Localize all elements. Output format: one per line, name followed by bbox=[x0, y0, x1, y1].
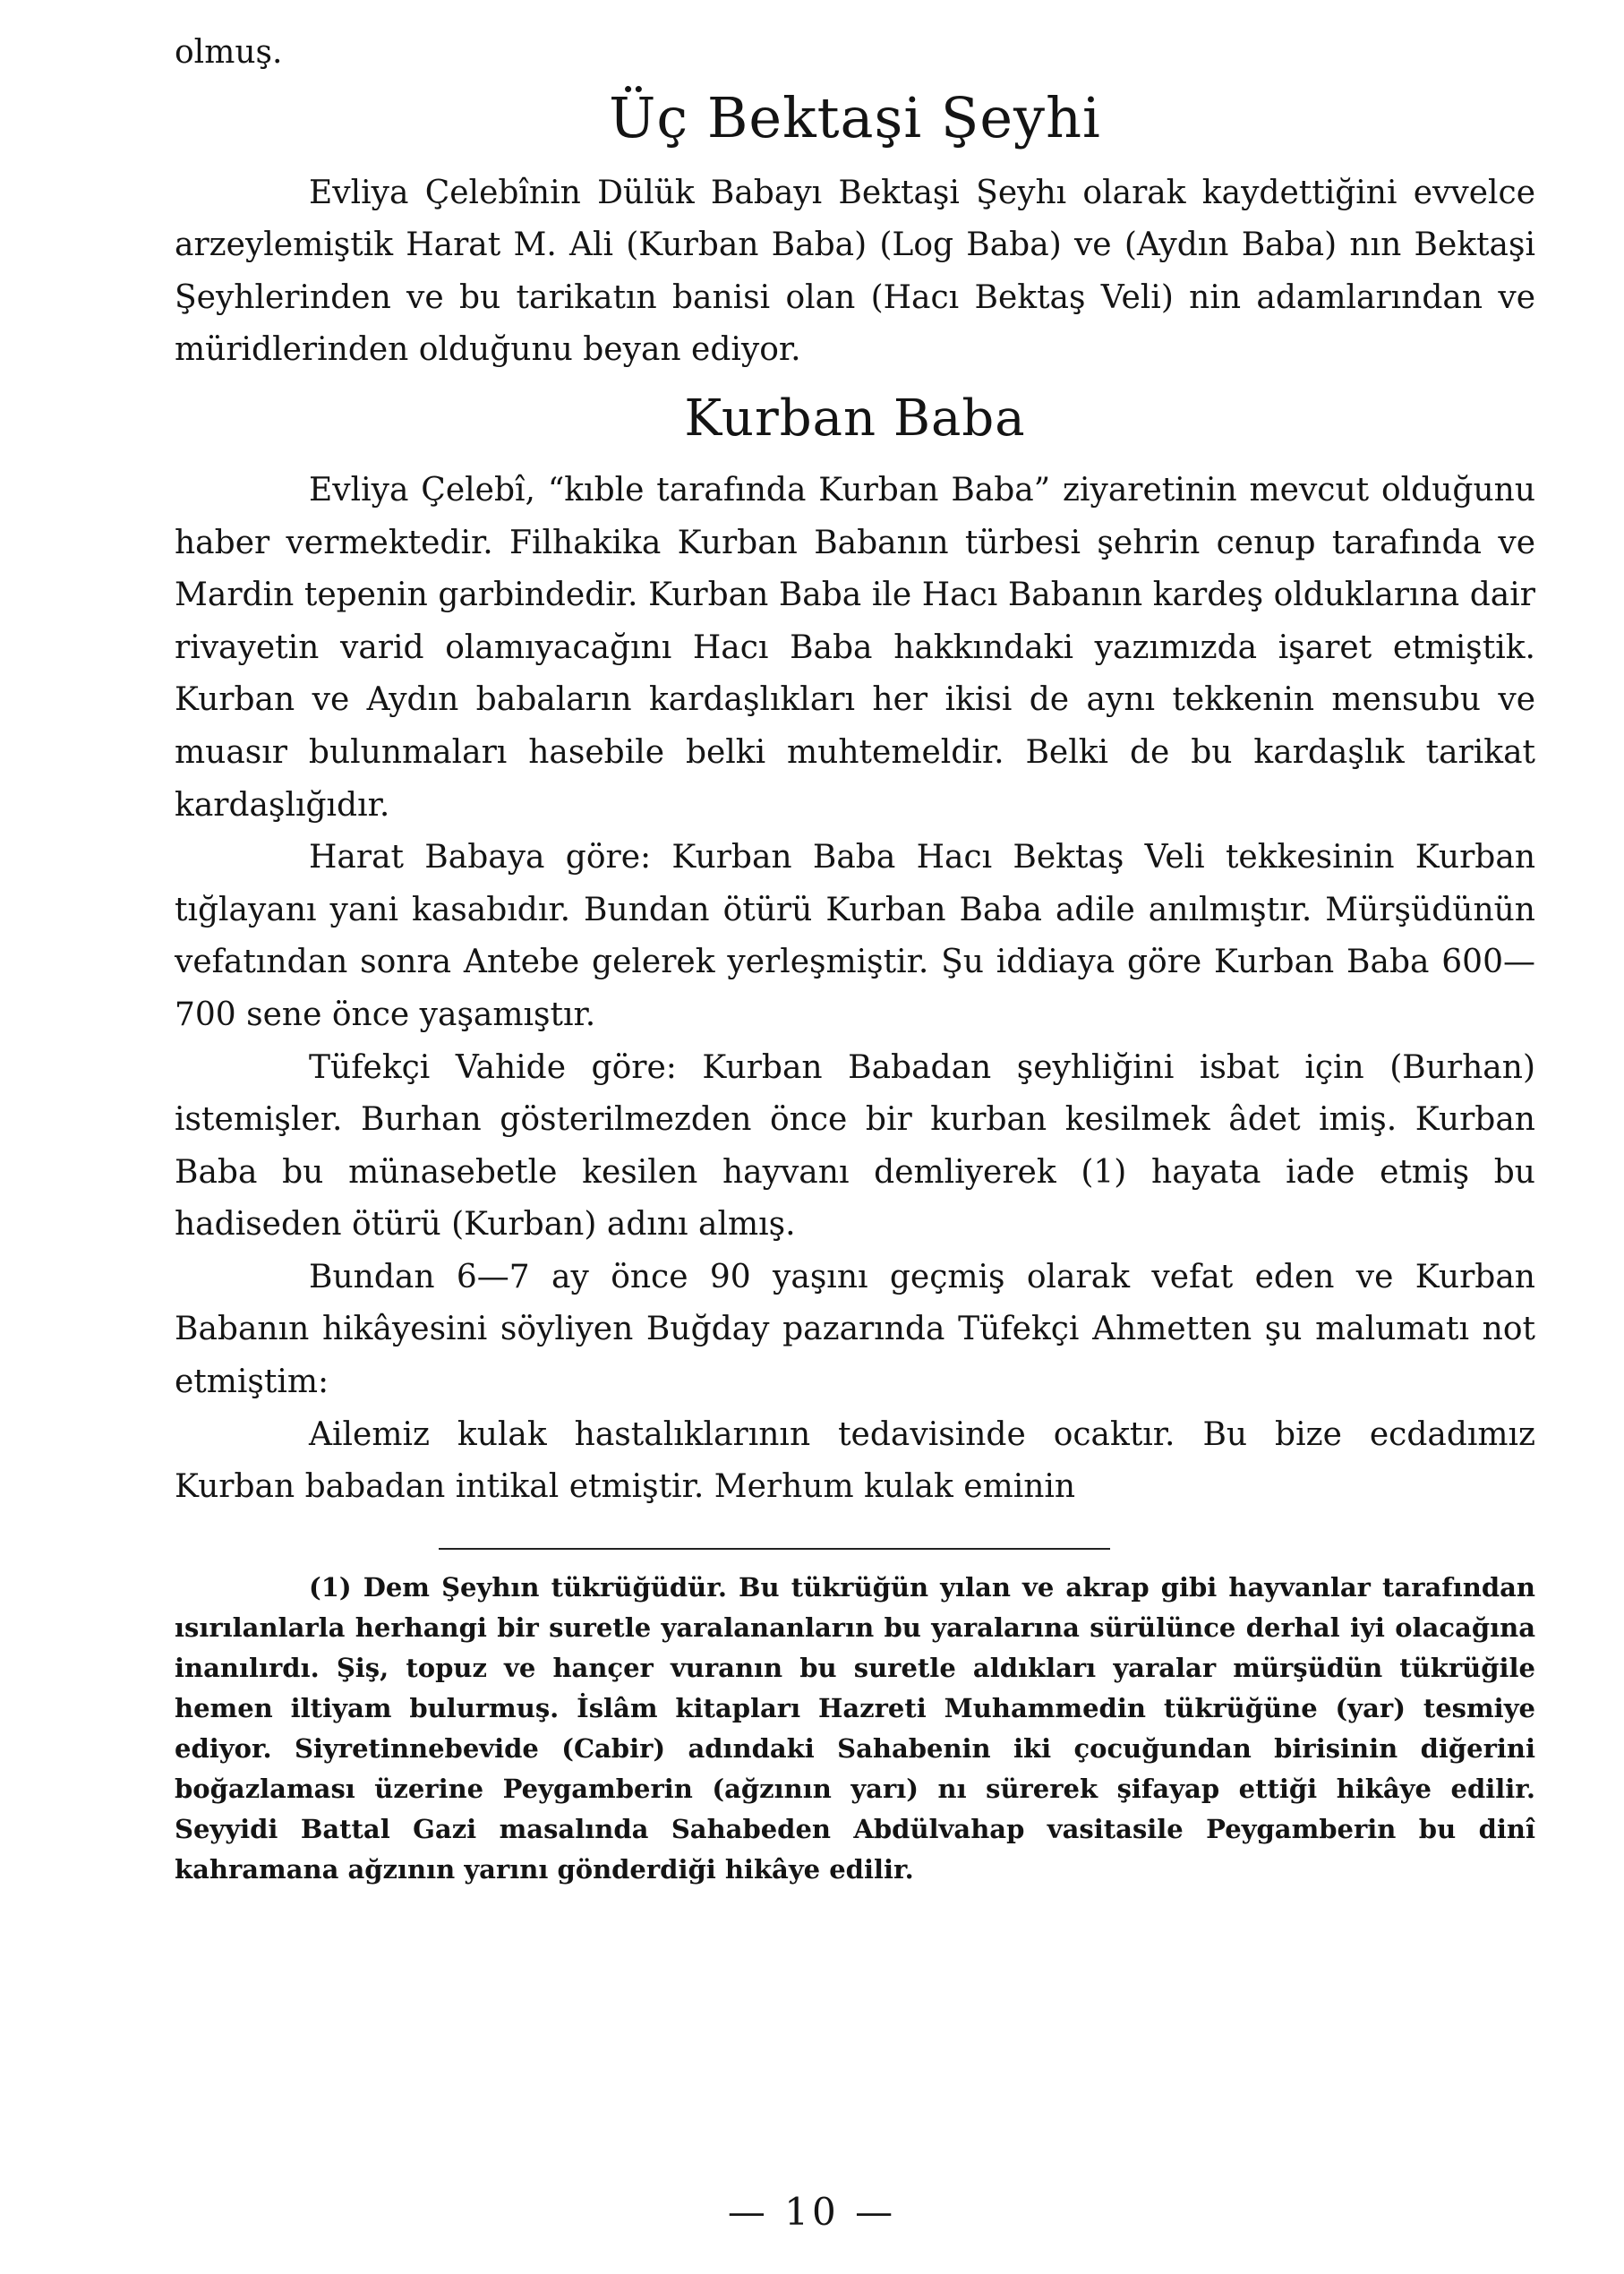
paragraph: Evliya Çelebî, “kıble tarafında Kurban Baba” ziyaretinin mevcut olduğunu haber vermektedir. Filhakika Kurban Babanın türbesi şehrin cenup tarafında ve Mardin tepenin garbindedir. Kurban Baba ile Hacı Babanın kardeş olduklarına dair rivayetin varid olamıyacağını Hacı Baba hakkındaki yazımızda işaret etmiştik. Kurban ve Aydın babaların kardaşlıkları her ikisi de aynı tekkenin mensubu ve muasır bulunmaları hasebile belki muhtemeldir. Belki de bu kardaşlık tarikat kardaşlığıdır. bbox=[175, 471, 1535, 824]
footnote-divider bbox=[439, 1548, 1110, 1550]
page-number: — 10 — bbox=[727, 2190, 897, 2234]
paragraph: Tüfekçi Vahide göre: Kurban Babadan şeyhliğini isbat için (Burhan) istemişler. Burhan gösterilmezden önce bir kurban kesilmek âdet imiş. Kurban Baba bu münasebetle kesilen hayvanı demliyerek (1) hayata iade etmiş bu hadiseden ötürü (Kurban) adını almış. bbox=[175, 1048, 1535, 1244]
paragraph: Harat Babaya göre: Kurban Baba Hacı Bektaş Veli tekkesinin Kurban tığlayanı yani kasabıdır. Bundan ötürü Kurban Baba adile anılmıştır. Mürşüdünün vefatından sonra Antebe gelerek yerleşmiştir. Şu iddiaya göre Kurban Baba 600—700 sene önce yaşamıştır. bbox=[175, 839, 1535, 1033]
section-heading-kurban-baba: Kurban Baba bbox=[684, 389, 1026, 448]
paragraph: Ailemiz kulak hastalıklarının tedavisinde ocaktır. Bu bize ecdadımız Kurban babadan intikal etmiştir. Merhum kulak eminin bbox=[175, 1415, 1535, 1506]
page-body bbox=[175, 27, 1535, 1890]
footnote: (1) Dem Şeyhın tükrüğüdür. Bu tükrüğün yılan ve akrap gibi hayvanlar tarafından ısırılanlarla herhangi bir suretle yaralananların bu yaralarına sürülünce derhal iyi olacağına inanılırdı. Şiş, topuz ve hançer vuranın bu suretle aldıkları yaralar mürşüdün tükrüğile hemen iltiyam bulurmuş. İslâm kitapları Hazreti Muhammedin tükrüğüne (yar) tesmiye ediyor. Siyretinnebevide (Cabir) adındaki Sahabenin iki çocuğundan birisinin diğerini boğazlaması üzerine Peygamberin (ağzının yarı) nı sürerek şifayap ettiği hikâye edilir. Seyyidi Battal Gazi masalında Sahabeden Abdülvahap vasitasile Peygamberin bu dinî kahramana ağzının yarını gönderdiği hikâye edilir. bbox=[175, 1571, 1535, 1885]
paragraph: Bundan 6—7 ay önce 90 yaşını geçmiş olarak vefat eden ve Kurban Babanın hikâyesini söyliyen Buğday pazarında Tüfekçi Ahmetten şu malumatı not etmiştim: bbox=[175, 1258, 1535, 1401]
section-heading-uc-bektasi-seyhi: Üç Bektaşi Şeyhi bbox=[609, 84, 1101, 150]
carryover-line: olmuş. bbox=[175, 34, 283, 71]
paragraph: Evliya Çelebînin Dülük Babayı Bektaşi Şeyhı olarak kaydettiğini evvelce arzeylemiştik Harat M. Ali (Kurban Baba) (Log Baba) ve (Aydın Baba) nın Bektaşi Şeyhlerinden ve bu tarikatın banisi olan (Hacı Bektaş Veli) nin adamlarından ve müridlerinden olduğunu beyan ediyor. bbox=[175, 174, 1535, 369]
